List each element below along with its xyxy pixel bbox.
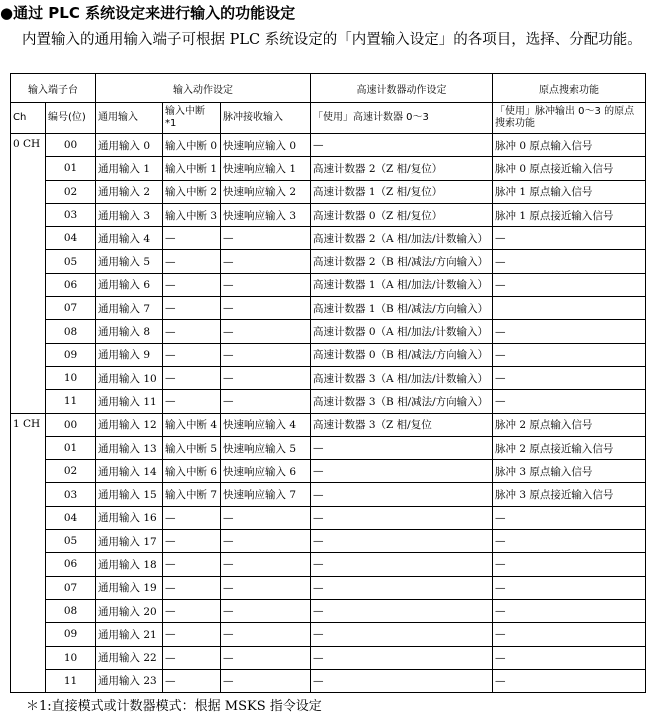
bit-cell: 11 xyxy=(46,390,96,413)
header-counter-use: 「使用」高速计数器 0～3 xyxy=(311,103,493,134)
channel-cell: 0 CH xyxy=(11,134,46,414)
interrupt-cell: — xyxy=(163,366,221,389)
origin-cell: — xyxy=(493,250,646,273)
general-cell: 通用输入 11 xyxy=(96,390,163,413)
header-origin-use: 「使用」脉冲输出 0～3 的原点搜索功能 xyxy=(493,103,646,134)
table-row xyxy=(11,203,646,226)
counter-cell: — xyxy=(311,460,493,483)
counter-cell: — xyxy=(311,530,493,553)
origin-cell: 脉冲 3 原点输入信号 xyxy=(493,460,646,483)
general-cell: 通用输入 6 xyxy=(96,273,163,296)
table-row xyxy=(11,436,646,459)
general-cell: 通用输入 10 xyxy=(96,366,163,389)
header-origin: 原点搜索功能 xyxy=(493,74,646,103)
pulse-cell: — xyxy=(221,227,311,250)
pulse-cell: — xyxy=(221,506,311,529)
origin-cell: — xyxy=(493,599,646,622)
general-cell: 通用输入 22 xyxy=(96,646,163,669)
general-cell: 通用输入 13 xyxy=(96,436,163,459)
table-row xyxy=(11,134,646,157)
counter-cell: — xyxy=(311,599,493,622)
general-cell: 通用输入 5 xyxy=(96,250,163,273)
bit-cell: 11 xyxy=(46,669,96,692)
general-cell: 通用输入 2 xyxy=(96,180,163,203)
table-row xyxy=(11,483,646,506)
pulse-cell: — xyxy=(221,669,311,692)
origin-cell: 脉冲 2 原点接近输入信号 xyxy=(493,436,646,459)
counter-cell: — xyxy=(311,623,493,646)
table-row xyxy=(11,553,646,576)
counter-cell: — xyxy=(311,436,493,459)
general-cell: 通用输入 9 xyxy=(96,343,163,366)
origin-cell: 脉冲 0 原点接近输入信号 xyxy=(493,157,646,180)
interrupt-cell: 输入中断 6 xyxy=(163,460,221,483)
interrupt-cell: 输入中断 0 xyxy=(163,134,221,157)
origin-cell: — xyxy=(493,273,646,296)
pulse-cell: — xyxy=(221,343,311,366)
counter-cell: 高速计数器 1（A 相/加法/计数输入） xyxy=(311,273,493,296)
bit-cell: 06 xyxy=(46,273,96,296)
pulse-cell: — xyxy=(221,390,311,413)
intro-paragraph: 内置输入的通用输入端子可根据 PLC 系统设定的「内置输入设定」的各项目，选择、分配功能。 xyxy=(22,32,642,48)
table-row xyxy=(11,669,646,692)
counter-cell: 高速计数器 3（B 相/减法/方向输入） xyxy=(311,390,493,413)
bit-cell: 00 xyxy=(46,134,96,157)
pulse-cell: 快速响应输入 6 xyxy=(221,460,311,483)
pulse-cell: — xyxy=(221,273,311,296)
bit-cell: 10 xyxy=(46,366,96,389)
interrupt-cell: — xyxy=(163,297,221,320)
origin-cell: — xyxy=(493,530,646,553)
general-cell: 通用输入 7 xyxy=(96,297,163,320)
interrupt-cell: — xyxy=(163,646,221,669)
counter-cell: 高速计数器 0（B 相/减法/方向输入） xyxy=(311,343,493,366)
channel-cell: 1 CH xyxy=(11,413,46,693)
bit-cell: 07 xyxy=(46,297,96,320)
header-terminal: 输入端子台 xyxy=(11,74,96,103)
counter-cell: — xyxy=(311,553,493,576)
interrupt-cell: — xyxy=(163,669,221,692)
bit-cell: 09 xyxy=(46,623,96,646)
pulse-cell: 快速响应输入 4 xyxy=(221,413,311,436)
counter-cell: — xyxy=(311,483,493,506)
interrupt-cell: — xyxy=(163,599,221,622)
interrupt-cell: — xyxy=(163,390,221,413)
pulse-cell: 快速响应输入 3 xyxy=(221,203,311,226)
interrupt-cell: — xyxy=(163,273,221,296)
pulse-cell: — xyxy=(221,576,311,599)
pulse-cell: — xyxy=(221,646,311,669)
general-cell: 通用输入 19 xyxy=(96,576,163,599)
general-cell: 通用输入 4 xyxy=(96,227,163,250)
origin-cell: — xyxy=(493,390,646,413)
table-row xyxy=(11,343,646,366)
interrupt-cell: — xyxy=(163,530,221,553)
counter-cell: 高速计数器 1（B 相/减法/方向输入） xyxy=(311,297,493,320)
bit-cell: 07 xyxy=(46,576,96,599)
origin-cell: 脉冲 2 原点输入信号 xyxy=(493,413,646,436)
table-row xyxy=(11,366,646,389)
bit-cell: 03 xyxy=(46,483,96,506)
bit-cell: 09 xyxy=(46,343,96,366)
counter-cell: 高速计数器 0（Z 相/复位） xyxy=(311,203,493,226)
bit-cell: 03 xyxy=(46,203,96,226)
interrupt-cell: — xyxy=(163,553,221,576)
table-row xyxy=(11,227,646,250)
counter-cell: 高速计数器 3（A 相/加法/计数输入） xyxy=(311,366,493,389)
general-cell: 通用输入 8 xyxy=(96,320,163,343)
bit-cell: 04 xyxy=(46,227,96,250)
origin-cell: 脉冲 0 原点输入信号 xyxy=(493,134,646,157)
interrupt-cell: — xyxy=(163,250,221,273)
general-cell: 通用输入 14 xyxy=(96,460,163,483)
interrupt-cell: — xyxy=(163,576,221,599)
pulse-cell: — xyxy=(221,297,311,320)
table-row xyxy=(11,390,646,413)
header-counter: 高速计数器动作设定 xyxy=(311,74,493,103)
origin-cell: — xyxy=(493,669,646,692)
general-cell: 通用输入 17 xyxy=(96,530,163,553)
counter-cell: 高速计数器 3（Z 相/复位 xyxy=(311,413,493,436)
origin-cell: — xyxy=(493,646,646,669)
bit-cell: 02 xyxy=(46,180,96,203)
interrupt-cell: 输入中断 2 xyxy=(163,180,221,203)
interrupt-cell: — xyxy=(163,343,221,366)
general-cell: 通用输入 16 xyxy=(96,506,163,529)
interrupt-cell: — xyxy=(163,623,221,646)
counter-cell: 高速计数器 1（Z 相/复位） xyxy=(311,180,493,203)
pulse-cell: 快速响应输入 5 xyxy=(221,436,311,459)
pulse-cell: — xyxy=(221,623,311,646)
table-row xyxy=(11,297,646,320)
counter-cell: — xyxy=(311,669,493,692)
pulse-cell: — xyxy=(221,530,311,553)
bit-cell: 01 xyxy=(46,157,96,180)
general-cell: 通用输入 21 xyxy=(96,623,163,646)
interrupt-cell: 输入中断 7 xyxy=(163,483,221,506)
origin-cell: — xyxy=(493,366,646,389)
table-row xyxy=(11,646,646,669)
counter-cell: 高速计数器 2（B 相/减法/方向输入） xyxy=(311,250,493,273)
general-cell: 通用输入 0 xyxy=(96,134,163,157)
pulse-cell: — xyxy=(221,250,311,273)
origin-cell: — xyxy=(493,227,646,250)
origin-cell: — xyxy=(493,553,646,576)
table-row xyxy=(11,413,646,436)
interrupt-cell: 输入中断 4 xyxy=(163,413,221,436)
table-row xyxy=(11,250,646,273)
pulse-cell: 快速响应输入 2 xyxy=(221,180,311,203)
bit-cell: 01 xyxy=(46,436,96,459)
header-action: 输入动作设定 xyxy=(96,74,311,103)
bit-cell: 04 xyxy=(46,506,96,529)
bit-cell: 05 xyxy=(46,530,96,553)
table-row xyxy=(11,530,646,553)
table-row xyxy=(11,157,646,180)
pulse-cell: — xyxy=(221,599,311,622)
origin-cell: 脉冲 1 原点接近输入信号 xyxy=(493,203,646,226)
footnote: ＊1:直接模式或计数器模式：根据 MSKS 指令设定 xyxy=(26,699,322,714)
counter-cell: 高速计数器 0（A 相/加法/计数输入） xyxy=(311,320,493,343)
table-row xyxy=(11,460,646,483)
interrupt-cell: — xyxy=(163,227,221,250)
counter-cell: — xyxy=(311,506,493,529)
general-cell: 通用输入 1 xyxy=(96,157,163,180)
header-ch: Ch xyxy=(11,103,46,134)
pulse-cell: 快速响应输入 0 xyxy=(221,134,311,157)
origin-cell: — xyxy=(493,506,646,529)
bit-cell: 08 xyxy=(46,599,96,622)
header-general: 通用输入 xyxy=(96,103,163,134)
interrupt-cell: 输入中断 1 xyxy=(163,157,221,180)
table-row xyxy=(11,273,646,296)
counter-cell: — xyxy=(311,576,493,599)
pulse-cell: — xyxy=(221,320,311,343)
counter-cell: 高速计数器 2（Z 相/复位） xyxy=(311,157,493,180)
general-cell: 通用输入 18 xyxy=(96,553,163,576)
interrupt-cell: 输入中断 5 xyxy=(163,436,221,459)
pulse-cell: 快速响应输入 1 xyxy=(221,157,311,180)
header-pulse: 脉冲接收输入 xyxy=(221,103,311,134)
origin-cell xyxy=(493,297,646,320)
general-cell: 通用输入 23 xyxy=(96,669,163,692)
header-bit: 编号(位) xyxy=(46,103,96,134)
general-cell: 通用输入 3 xyxy=(96,203,163,226)
table-row xyxy=(11,599,646,622)
general-cell: 通用输入 20 xyxy=(96,599,163,622)
bit-cell: 08 xyxy=(46,320,96,343)
origin-cell: 脉冲 3 原点接近输入信号 xyxy=(493,483,646,506)
counter-cell: — xyxy=(311,646,493,669)
input-function-table xyxy=(10,73,646,693)
table-row xyxy=(11,576,646,599)
bit-cell: 00 xyxy=(46,413,96,436)
general-cell: 通用输入 12 xyxy=(96,413,163,436)
table-row xyxy=(11,180,646,203)
table-row xyxy=(11,623,646,646)
interrupt-cell: 输入中断 3 xyxy=(163,203,221,226)
pulse-cell: — xyxy=(221,553,311,576)
bit-cell: 10 xyxy=(46,646,96,669)
origin-cell: 脉冲 1 原点输入信号 xyxy=(493,180,646,203)
bit-cell: 05 xyxy=(46,250,96,273)
header-interrupt: 输入中断 *1 xyxy=(163,103,221,134)
pulse-cell: — xyxy=(221,366,311,389)
table-row xyxy=(11,320,646,343)
section-heading: ●通过 PLC 系统设定来进行输入的功能设定 xyxy=(0,4,296,22)
counter-cell: 高速计数器 2（A 相/加法/计数输入） xyxy=(311,227,493,250)
interrupt-cell: — xyxy=(163,320,221,343)
origin-cell: — xyxy=(493,576,646,599)
origin-cell: — xyxy=(493,320,646,343)
general-cell: 通用输入 15 xyxy=(96,483,163,506)
table-row xyxy=(11,506,646,529)
pulse-cell: 快速响应输入 7 xyxy=(221,483,311,506)
counter-cell: — xyxy=(311,134,493,157)
origin-cell: — xyxy=(493,623,646,646)
interrupt-cell: — xyxy=(163,506,221,529)
bit-cell: 06 xyxy=(46,553,96,576)
bit-cell: 02 xyxy=(46,460,96,483)
origin-cell: — xyxy=(493,343,646,366)
